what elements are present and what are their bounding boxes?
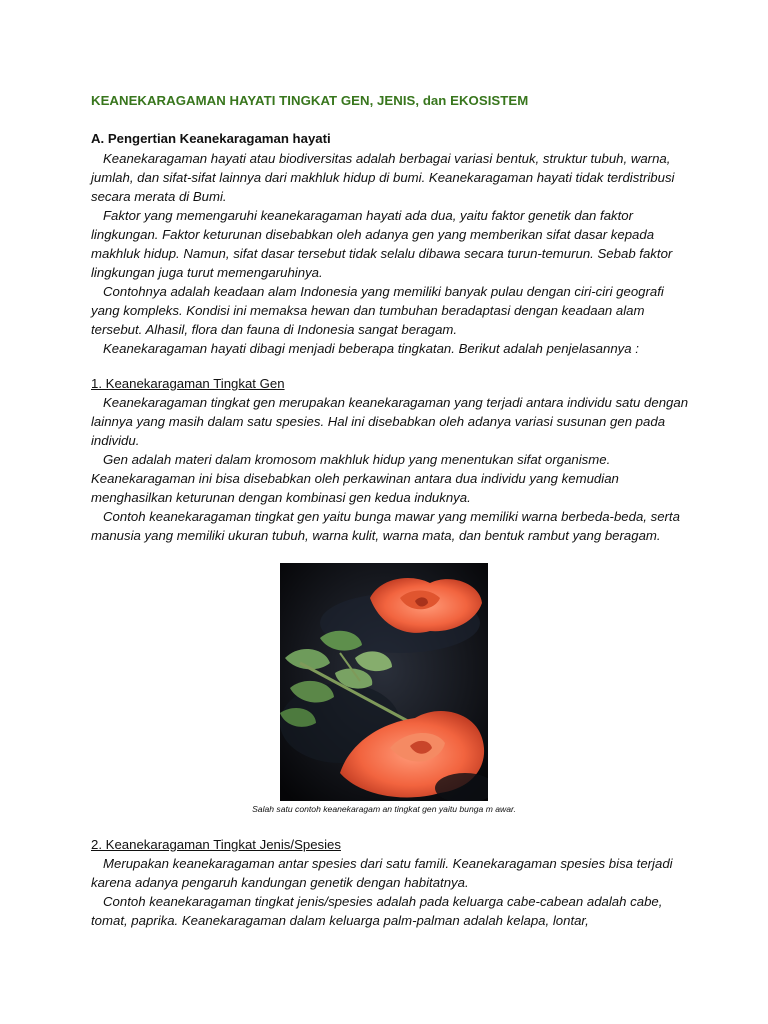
section-a-heading: A. Pengertian Keanekaragaman hayati	[91, 131, 331, 146]
section-1-paragraph: Gen adalah materi dalam kromosom makhluk hidup yang menentukan sifat organisme. Keanekaragaman ini bisa disebabkan oleh perkawinan antara dua individu yang kemudian menghasilkan keturunan dengan kombinasi gen kedua induknya.	[91, 452, 619, 505]
section-1-paragraph: Keanekaragaman tingkat gen merupakan keanekaragaman yang terjadi antara individu satu dengan lainnya yang masih dalam satu spesies. Hal ini disebabkan oleh adanya variasi susunan gen pada individu.	[91, 395, 689, 448]
section-2-heading: 2. Keanekaragaman Tingkat Jenis/Spesies	[91, 837, 341, 852]
rose-illustration	[280, 563, 488, 801]
section-2-paragraph: Contoh keanekaragaman tingkat jenis/spesies adalah pada keluarga cabe-cabean adalah cabe, tomat, paprika. Keanekaragaman dalam keluarga palm-palman adalah kelapa, lontar,	[91, 894, 663, 928]
document-title: KEANEKARAGAMAN HAYATI TINGKAT GEN, JENIS, dan EKOSISTEM	[91, 93, 529, 108]
section-a-paragraph: Keanekaragaman hayati atau biodiversitas adalah berbagai variasi bentuk, struktur tubuh, warna, jumlah, dan sifat-sifat lainnya dari makhluk hidup di bumi. Keanekaragaman hayati tidak terdistribusi secara merata di Bumi.	[91, 151, 675, 204]
section-a-paragraph: Faktor yang memengaruhi keanekaragaman hayati ada dua, yaitu faktor genetik dan faktor lingkungan. Faktor keturunan disebabkan oleh adanya gen yang memberikan sifat dasar kepada makhluk hidup. Namun, sifat dasar tersebut tidak selalu dibawa secara turun-temurun. Sebab faktor lingkungan juga turut memengaruhinya.	[91, 208, 673, 280]
section-a-paragraph: Contohnya adalah keadaan alam Indonesia yang memiliki banyak pulau dengan ciri-ciri geografi yang kompleks. Kondisi ini memaksa hewan dan tumbuhan beradaptasi dengan keadaan alam tersebut. Alhasil, flora dan fauna di Indonesia sangat beragam.	[91, 284, 664, 337]
rose-photo	[280, 563, 488, 801]
section-1-paragraph: Contoh keanekaragaman tingkat gen yaitu bunga mawar yang memiliki warna berbeda-beda, serta manusia yang memiliki ukuran tubuh, warna kulit, warna mata, dan bentuk rambut yang beragam.	[91, 509, 680, 543]
section-2-paragraph: Merupakan keanekaragaman antar spesies dari satu famili. Keanekaragaman spesies bisa terjadi karena adanya pengaruh kandungan genetik dengan habitatnya.	[91, 856, 673, 890]
section-a-paragraph: Keanekaragaman hayati dibagi menjadi beberapa tingkatan. Berikut adalah penjelasannya :	[103, 341, 639, 356]
section-1-heading: 1. Keanekaragaman Tingkat Gen	[91, 376, 285, 391]
figure-caption: Salah satu contoh keanekaragam an tingkat gen yaitu bunga m awar.	[252, 804, 516, 814]
